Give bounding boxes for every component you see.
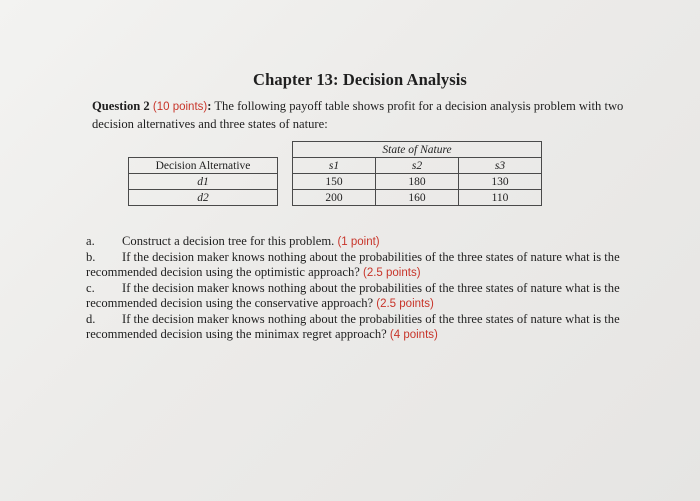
payoff-cell: 130	[459, 174, 542, 190]
decision-alternative-header: Decision Alternative	[129, 158, 278, 174]
question-points: (10 points)	[152, 101, 208, 113]
state-of-nature-header: State of Nature	[293, 142, 542, 158]
table-row-column-headers	[129, 158, 542, 174]
table-row-state-header	[129, 142, 542, 158]
item-c: c. If the decision maker knows nothing about the probabilities of the three states of nature what is the recommended decision using the conservative approach? (2.5 points)	[86, 281, 620, 310]
alternative-d1: d1	[129, 174, 278, 190]
alternative-d2: d2	[129, 190, 278, 206]
chapter-title: Chapter 13: Decision Analysis	[253, 70, 467, 89]
payoff-cell: 200	[293, 190, 376, 206]
sub-questions	[86, 234, 634, 343]
payoff-cell: 180	[376, 174, 459, 190]
state-s2-header: s2	[376, 158, 459, 174]
item-d: d. If the decision maker knows nothing about the probabilities of the three states of nature what is the recommended decision using the minimax regret approach? (4 points)	[86, 312, 620, 341]
payoff-cell: 160	[376, 190, 459, 206]
question-body: The following payoff table shows profit for a decision analysis problem with two decision alternatives and three states of nature:	[92, 99, 624, 131]
payoff-cell: 110	[459, 190, 542, 206]
table-row	[129, 190, 542, 206]
payoff-cell: 150	[293, 174, 376, 190]
question-text: Question 2 (10 points): The following payoff table shows profit for a decision analysis problem with two decision alternatives and three states of nature:	[92, 99, 624, 131]
item-a: a. Construct a decision tree for this problem. (1 point)	[86, 234, 380, 248]
table-row	[129, 174, 542, 190]
question-label: Question 2	[92, 99, 150, 113]
state-s3-header: s3	[459, 158, 542, 174]
state-s1-header: s1	[293, 158, 376, 174]
item-b: b. If the decision maker knows nothing about the probabilities of the three states of nature what is the recommended decision using the optimistic approach? (2.5 points)	[86, 250, 620, 279]
payoff-table	[128, 141, 542, 206]
